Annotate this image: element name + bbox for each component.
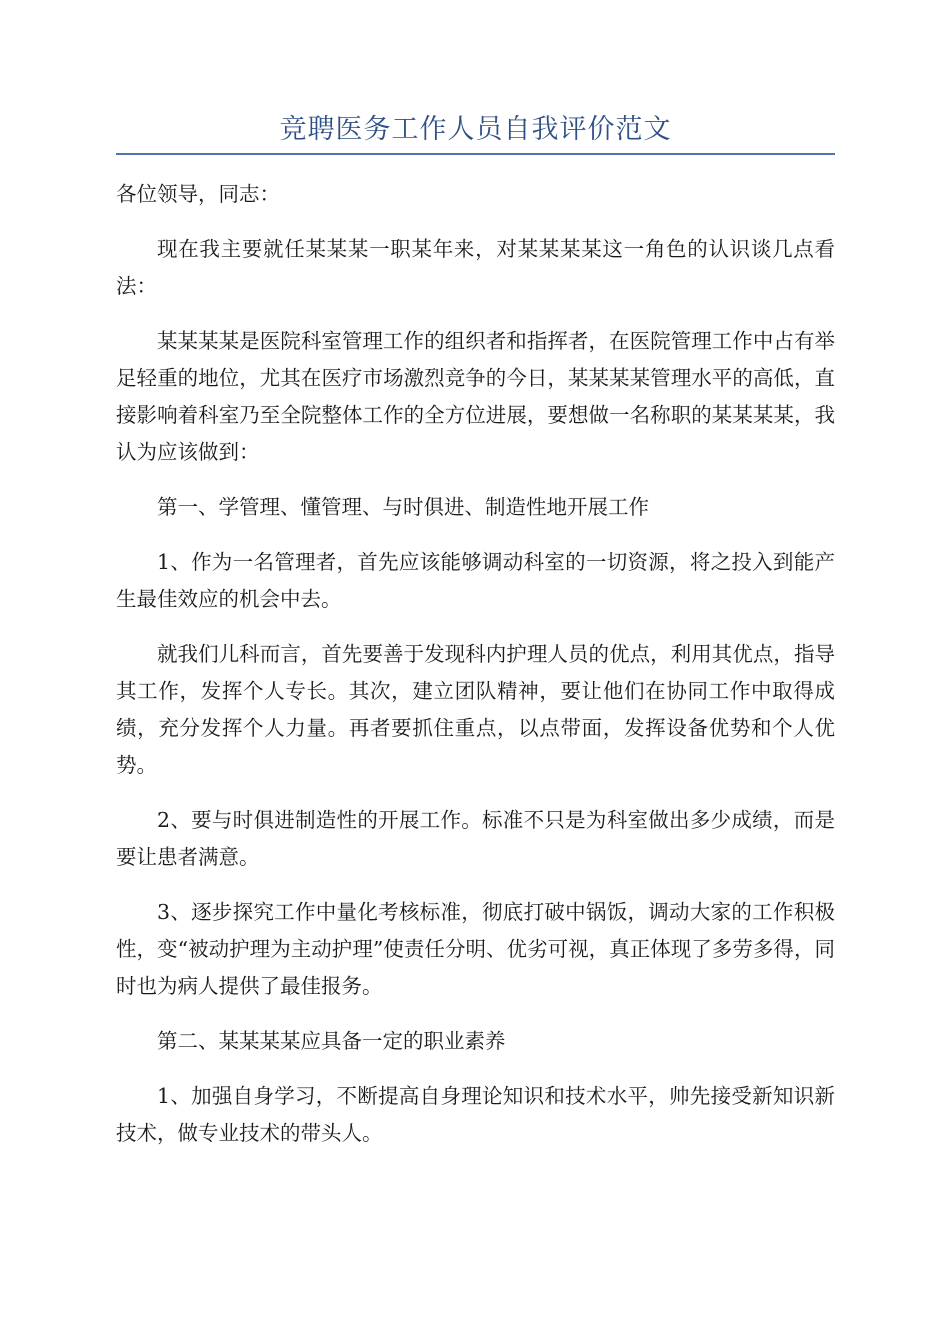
section-heading-first: 第一、学管理、懂管理、与时俱进、制造性地开展工作 bbox=[157, 495, 649, 519]
document-title: 竞聘医务工作人员自我评价范文 bbox=[279, 114, 672, 145]
paragraph-second-item-1: 1、加强自身学习，不断提高自身理论知识和技术水平，帅先接受新知识新技术，做专业技术的带头人。 bbox=[116, 1084, 835, 1145]
paragraph-item-1: 1、作为一名管理者，首先应该能够调动科室的一切资源，将之投入到能产生最佳效应的机会中去。 bbox=[116, 550, 835, 611]
title-underline bbox=[116, 153, 835, 155]
paragraph-pediatrics: 就我们儿科而言，首先要善于发现科内护理人员的优点，利用其优点，指导其工作，发挥个人专长。其次，建立团队精神，要让他们在协同工作中取得成绩，充分发挥个人力量。再者要抓住重点，以点带面，发挥设备优势和个人优势。 bbox=[116, 642, 835, 777]
section-heading-second: 第二、某某某某应具备一定的职业素养 bbox=[157, 1029, 506, 1053]
paragraph-item-3: 3、逐步探究工作中量化考核标准，彻底打破中锅饭，调动大家的工作积极性，变“被动护理为主动护理”使责任分明、优劣可视，真正体现了多劳多得，同时也为病人提供了最佳报务。 bbox=[116, 900, 835, 998]
paragraph-item-2: 2、要与时俱进制造性的开展工作。标准不只是为科室做出多少成绩，而是要让患者满意。 bbox=[116, 808, 835, 869]
document-body bbox=[116, 176, 835, 1170]
salutation: 各位领导，同志： bbox=[116, 182, 280, 206]
paragraph-intro: 现在我主要就任某某某一职某年来，对某某某某这一角色的认识谈几点看法： bbox=[116, 237, 835, 298]
paragraph-role: 某某某某是医院科室管理工作的组织者和指挥者，在医院管理工作中占有举足轻重的地位，尤其在医疗市场激烈竞争的今日，某某某某管理水平的高低，直接影响着科室乃至全院整体工作的全方位进展，要想做一名称职的某某某某，我认为应该做到： bbox=[116, 329, 835, 464]
